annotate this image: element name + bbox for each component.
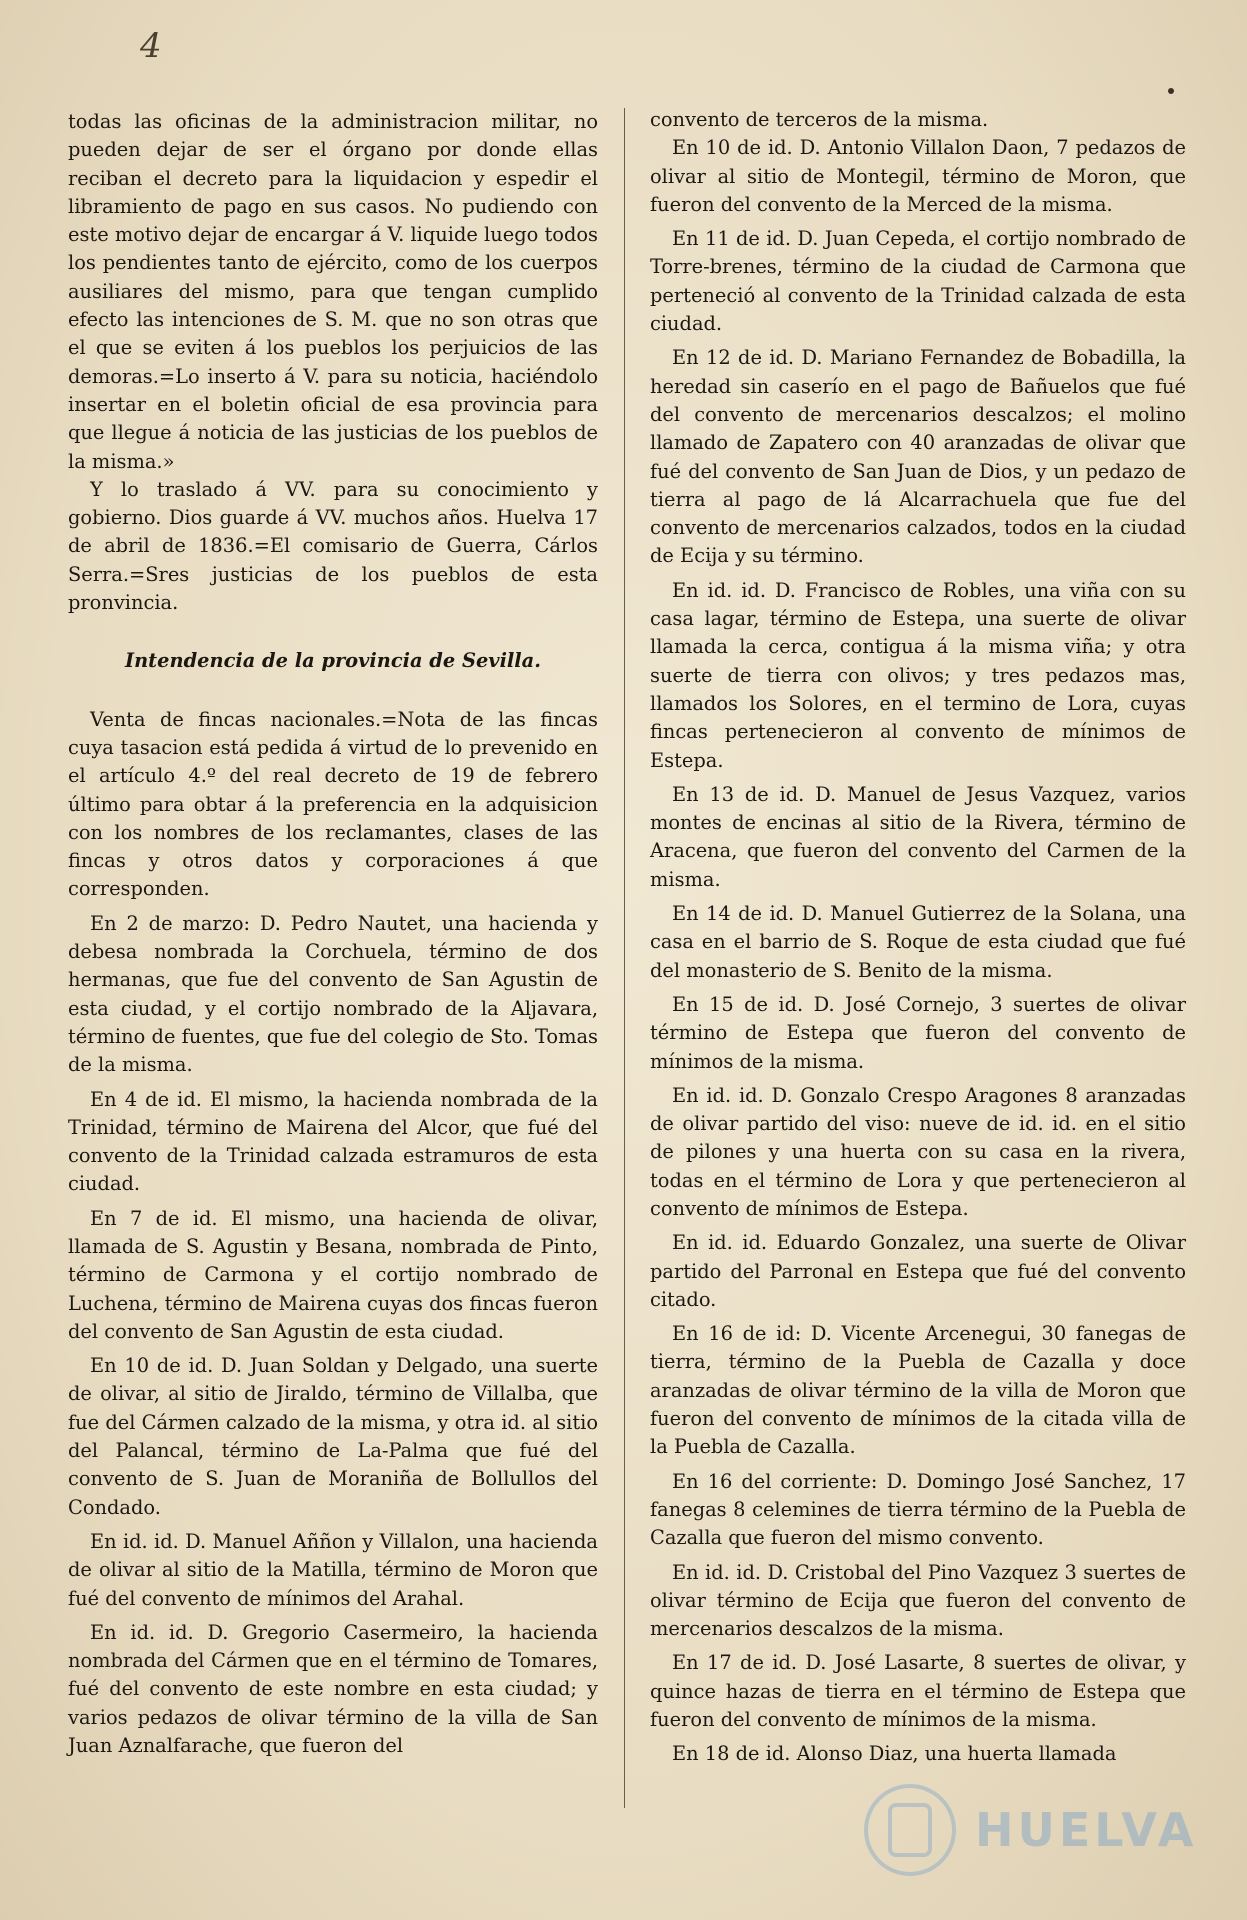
list-item: convento de terceros de la misma. [650, 108, 989, 131]
watermark-emblem-icon [855, 1775, 965, 1885]
list-item: Venta de fincas nacionales.=Nota de las fincas cuya tasacion está pedida á virtud de lo prevenido en el artículo 4.º del real decreto de 19 de febrero último para obtar á la preferencia en la adquisicion con los nombres de los reclamantes, clases de las fincas y otros datos y corporaciones á que corresponden. [68, 707, 598, 901]
list-item: En 4 de id. El mismo, la hacienda nombrada de la Trinidad, término de Mairena del Alcor, que fué del convento de la Trinidad calzada estramuros de esta ciudad. [68, 1087, 598, 1196]
list-item: En 17 de id. D. José Lasarte, 8 suertes de olivar, y quince hazas de tierra en el término de Estepa que fueron del convento de mínimos de la misma. [650, 1651, 1186, 1732]
list-item: En id. id. Eduardo Gonzalez, una suerte de Olivar partido del Parronal en Estepa que fué del convento citado. [650, 1231, 1186, 1311]
paragraph: Y lo traslado á VV. para su conocimiento y gobierno. Dios guarde á VV. muchos años. Huelva 17 de abril de 1836.=El comisario de Guerra, Cárlos Serra.=Sres justicias de los pueblos de esta pronvincia. [68, 477, 598, 615]
right-column [650, 106, 1186, 1769]
list-item: En 7 de id. El mismo, una hacienda de olivar, llamada de S. Agustin y Besana, nombrada de Pinto, término de Carmona y el cortijo nombrado de Luchena, término de Mairena cuyas dos fincas fueron del convento de San Agustin de esta ciudad. [68, 1206, 598, 1343]
paragraph: todas las oficinas de la administracion militar, no pueden dejar de ser el órgano por donde ellas reciban el decreto para la liquidacion y espedir el libramiento de pago en sus casos. No pudiendo con este motivo dejar de encargar á V. liquide luego todos los pendientes tanto de ejército, como de los cuerpos ausiliares del mismo, para que tengan cumplido efecto las intenciones de S. M. que no son otras que el que se eviten á los pueblos los perjuicios de las demoras.=Lo inserto á V. para su noticia, haciéndolo insertar en el boletin oficial de esa provincia para que llegue á noticia de las justicias de los pueblos de la misma.» [68, 110, 598, 473]
list-item: En 18 de id. Alonso Diaz, una huerta llamada [672, 1742, 1117, 1766]
list-item: En id. id. D. Gregorio Casermeiro, la hacienda nombrada del Cármen que en el término de Tomares, fué del convento de este nombre en esta ciudad; y varios pedazos de olivar término de la villa de San Juan Aznalfarache, que fueron del [68, 1620, 598, 1758]
list-item: En 13 de id. D. Manuel de Jesus Vazquez, varios montes de encinas al sitio de la Rivera, término de Aracena, que fueron del convento del Carmen de la misma. [650, 782, 1186, 891]
list-item: En id. id. D. Manuel Aññon y Villalon, una hacienda de olivar al sitio de la Matilla, término de Moron que fué del convento de mínimos del Arahal. [68, 1529, 598, 1610]
list-item: En 14 de id. D. Manuel Gutierrez de la Solana, una casa en el barrio de S. Roque de esta ciudad que fué del monasterio de S. Benito de la misma. [650, 902, 1186, 982]
list-item: En id. id. D. Gonzalo Crespo Aragones 8 aranzadas de olivar partido del viso: nueve de id. id. en el sitio de pilones y una huerta con su casa en la rivera, todas en el término de Lora y que pertenecieron al convento de mínimos de Estepa. [650, 1083, 1186, 1220]
huelva-watermark [855, 1775, 1198, 1895]
column-divider [624, 108, 625, 1808]
list-item: En 15 de id. D. José Cornejo, 3 suertes de olivar término de Estepa que fueron del convento de mínimos de la misma. [650, 992, 1186, 1073]
section-heading: Intendencia de la provincia de Sevilla. [125, 649, 541, 673]
ink-spot [1168, 88, 1174, 94]
left-column [68, 108, 598, 1760]
list-item: En 12 de id. D. Mariano Fernandez de Bobadilla, la heredad sin caserío en el pago de Bañuelos que fué del convento de mercenarios descalzos; el molino llamado de Zapatero con 40 aranzadas de olivar que fué del convento de San Juan de Dios, y un pedazo de tierra al pago de lá Alcarrachuela que fue del convento de mercenarios calzados, todos en la ciudad de Ecija y su término. [650, 346, 1186, 568]
page-number: 4 [140, 26, 162, 66]
list-item: En 10 de id. D. Antonio Villalon Daon, 7 pedazos de olivar al sitio de Montegil, término de Moron, que fueron del convento de la Merced de la misma. [650, 136, 1186, 216]
list-item: En id. id. D. Cristobal del Pino Vazquez 3 suertes de olivar término de Ecija que fueron del convento de mercenarios descalzos de la misma. [650, 1560, 1186, 1641]
list-item: En 2 de marzo: D. Pedro Nautet, una hacienda y debesa nombrada la Corchuela, término de dos hermanas, que fue del convento de San Agustin de esta ciudad, y el cortijo nombrado de la Aljavara, término de fuentes, que fue del colegio de Sto. Tomas de la misma. [68, 911, 598, 1077]
list-item: En 11 de id. D. Juan Cepeda, el cortijo nombrado de Torre-brenes, término de la ciudad de Carmona que perteneció al convento de la Trinidad calzada de esta ciudad. [650, 227, 1186, 336]
list-item: En 16 de id: D. Vicente Arcenegui, 30 fanegas de tierra, término de la Puebla de Cazalla y doce aranzadas de olivar término de la villa de Moron que fueron del convento de mínimos de la citada villa de la Puebla de Cazalla. [650, 1322, 1186, 1459]
list-item: En 10 de id. D. Juan Soldan y Delgado, una suerte de olivar, al sitio de Jiraldo, término de Villalba, que fue del Cármen calzado de la misma, y otra id. al sitio del Palancal, término de La-Palma que fué del convento de S. Juan de Moraniña de Bollullos del Condado. [68, 1354, 598, 1519]
list-item: En id. id. D. Francisco de Robles, una viña con su casa lagar, término de Estepa, una suerte de olivar llamada la cerca, contigua á la misma viña; y otra suerte de tierra con olivos; y tres pedazos mas, llamados los Solores, en el termino de Lora, cuyas fincas pertenecieron al convento de mínimos de Estepa. [650, 578, 1186, 772]
watermark-text: HUELVA [975, 1803, 1198, 1857]
list-item: En 16 del corriente: D. Domingo José Sanchez, 17 fanegas 8 celemines de tierra término de la Puebla de Cazalla que fueron del mismo convento. [650, 1469, 1186, 1550]
